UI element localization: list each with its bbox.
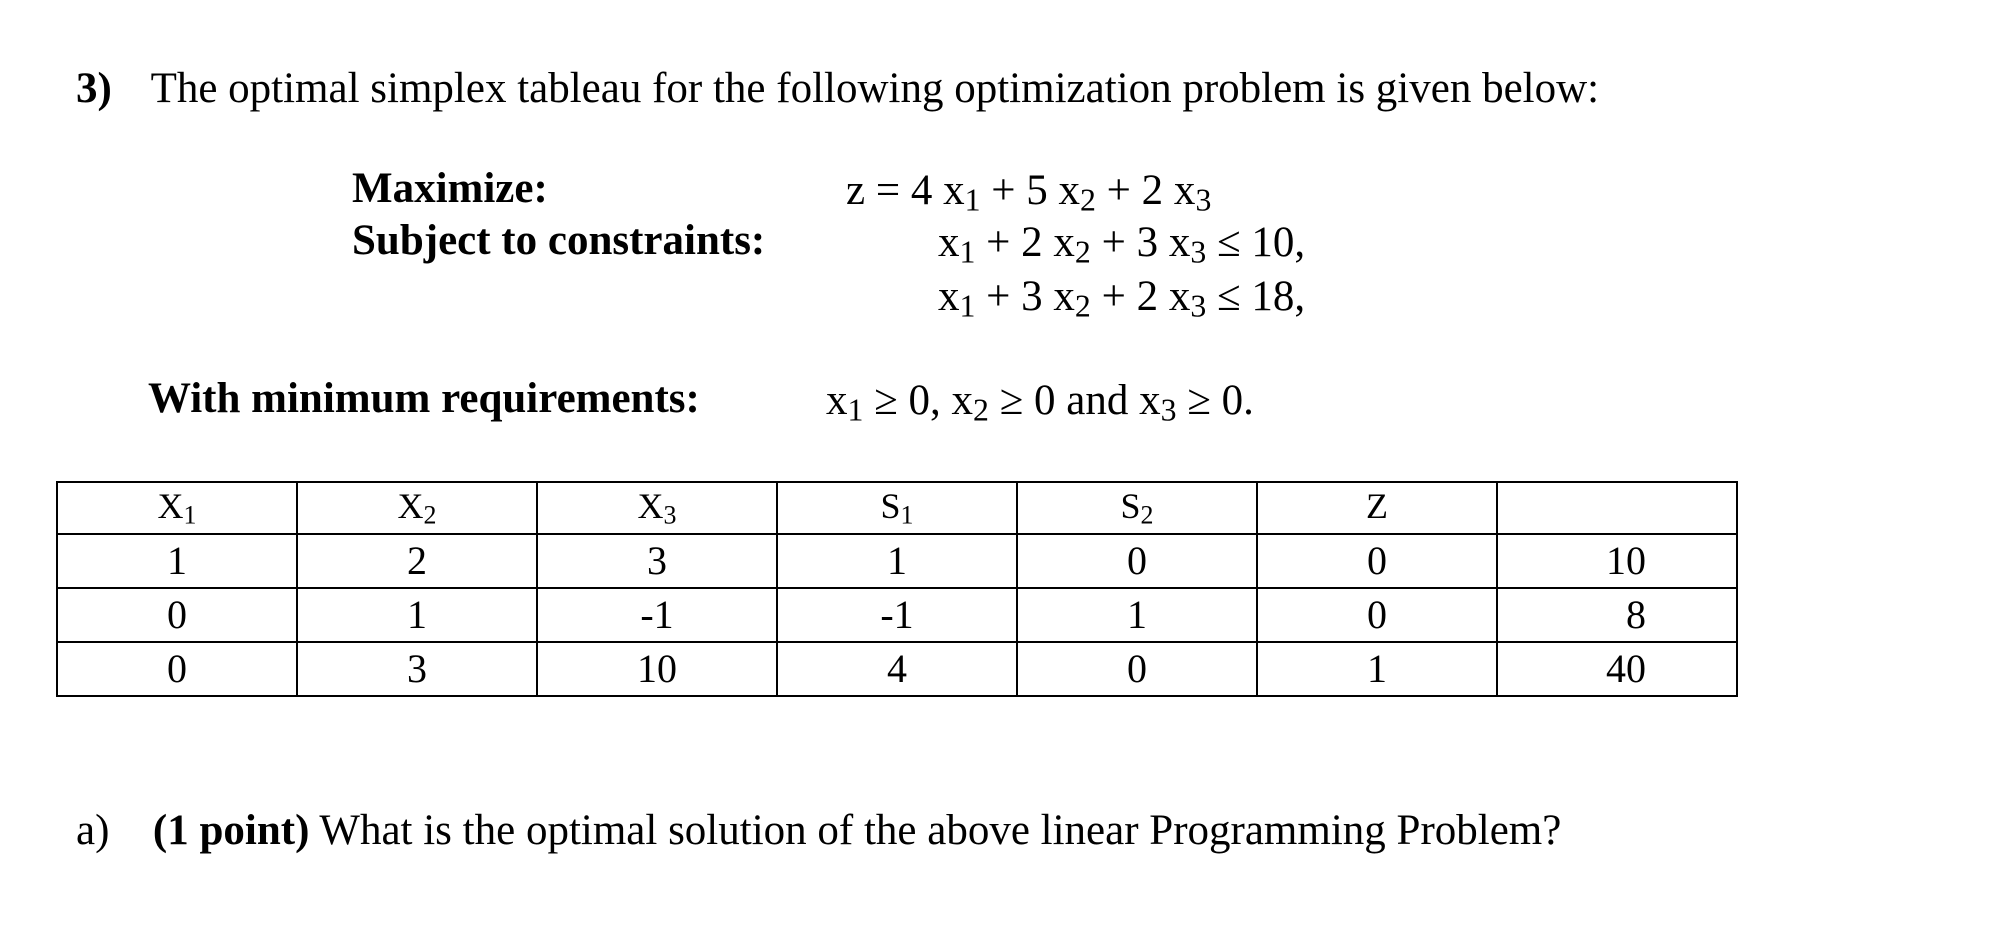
constraint-2: x1 + 3 x2 + 2 x3 ≤ 18, bbox=[938, 273, 1306, 324]
part-a-question bbox=[76, 806, 1561, 855]
table-cell: 4 bbox=[777, 642, 1017, 696]
header-x2: X2 bbox=[297, 482, 537, 534]
header-s2: S2 bbox=[1017, 482, 1257, 534]
table-cell: 3 bbox=[297, 642, 537, 696]
table-cell: 40 bbox=[1497, 642, 1737, 696]
header-s1: S1 bbox=[777, 482, 1017, 534]
nonnegativity-constraints: x1 ≥ 0, x2 ≥ 0 and x3 ≥ 0. bbox=[826, 377, 1254, 428]
objective-function: z = 4 x1 + 5 x2 + 2 x3 bbox=[846, 167, 1212, 218]
table-cell: -1 bbox=[537, 588, 777, 642]
table-cell: 0 bbox=[1017, 534, 1257, 588]
table-cell: 0 bbox=[1257, 588, 1497, 642]
table-cell: 0 bbox=[57, 642, 297, 696]
table-cell: 1 bbox=[1257, 642, 1497, 696]
header-x1: X1 bbox=[57, 482, 297, 534]
constraint-1: x1 + 2 x2 + 3 x3 ≤ 10, bbox=[938, 219, 1306, 270]
simplex-tableau bbox=[56, 481, 1738, 697]
table-cell: 1 bbox=[1017, 588, 1257, 642]
minimum-requirements-label: With minimum requirements: bbox=[148, 375, 700, 422]
header-z: Z bbox=[1257, 482, 1497, 534]
part-a-label: a) bbox=[76, 807, 110, 854]
table-cell: -1 bbox=[777, 588, 1017, 642]
header-rhs bbox=[1497, 482, 1737, 534]
question-line bbox=[76, 64, 1599, 113]
table-row bbox=[57, 588, 1737, 642]
table-cell: 1 bbox=[57, 534, 297, 588]
table-row bbox=[57, 642, 1737, 696]
table-cell: 3 bbox=[537, 534, 777, 588]
table-row bbox=[57, 534, 1737, 588]
table-cell: 1 bbox=[777, 534, 1017, 588]
maximize-label: Maximize: bbox=[352, 165, 548, 212]
part-a-text: What is the optimal solution of the above linear Programming Problem? bbox=[309, 807, 1562, 854]
table-cell: 1 bbox=[297, 588, 537, 642]
table-cell: 10 bbox=[1497, 534, 1737, 588]
table-cell: 0 bbox=[1017, 642, 1257, 696]
header-x3: X3 bbox=[537, 482, 777, 534]
part-a-points: (1 point) bbox=[152, 807, 310, 854]
table-cell: 0 bbox=[1257, 534, 1497, 588]
table-cell: 8 bbox=[1497, 588, 1737, 642]
constraints-label: Subject to constraints: bbox=[352, 217, 766, 264]
tableau-header-row bbox=[57, 482, 1737, 534]
table-cell: 2 bbox=[297, 534, 537, 588]
question-text: The optimal simplex tableau for the following optimization problem is given below: bbox=[150, 65, 1600, 112]
table-cell: 0 bbox=[57, 588, 297, 642]
question-number: 3) bbox=[76, 65, 112, 112]
table-cell: 10 bbox=[537, 642, 777, 696]
